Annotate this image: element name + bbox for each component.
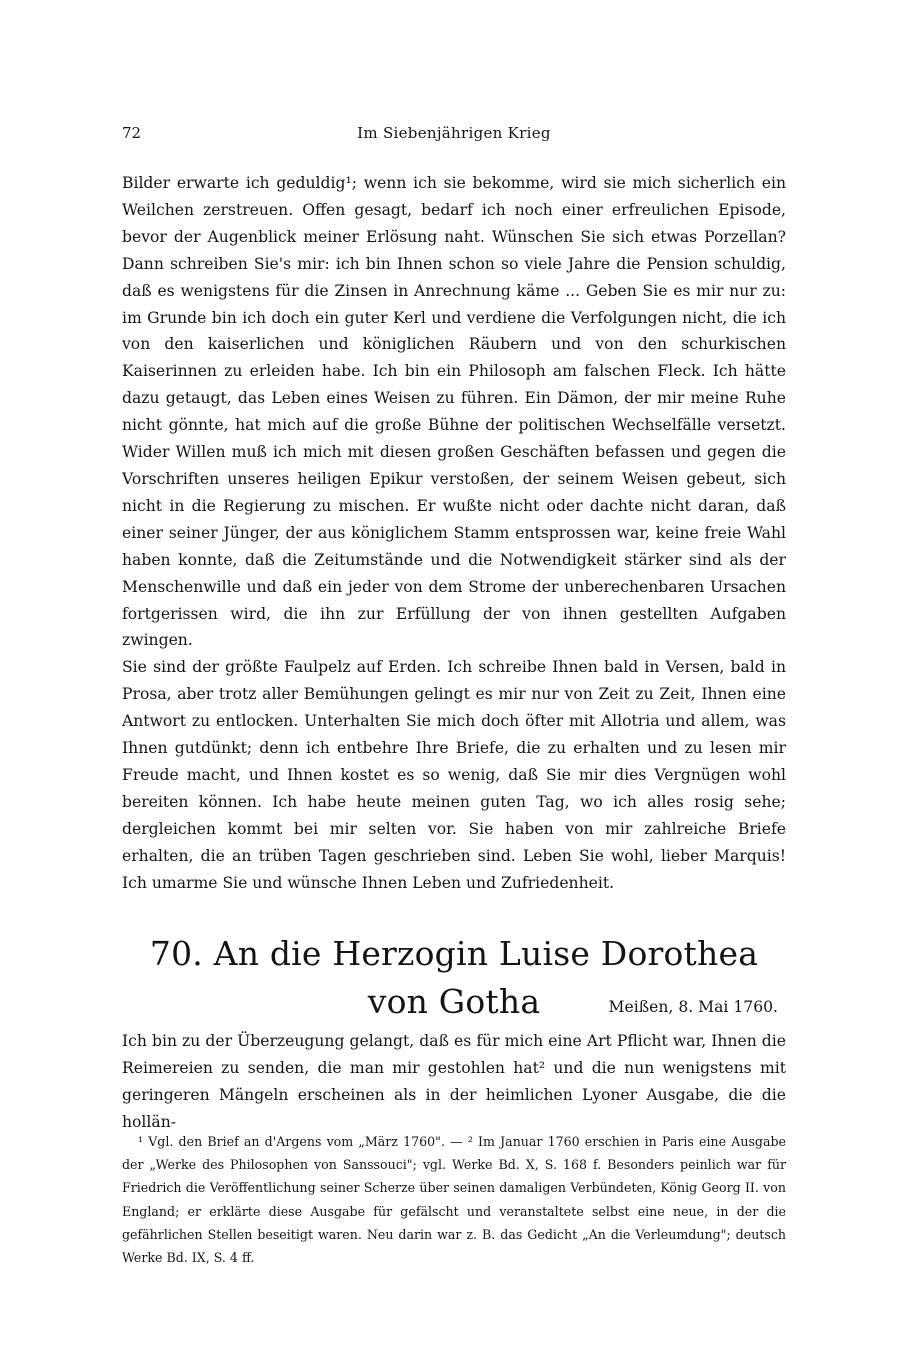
footnotes <box>122 1130 786 1269</box>
letter-heading: 70. An die Herzogin Luise Dorothea von Gotha <box>149 934 759 1021</box>
running-title: Im Siebenjährigen Krieg <box>357 124 551 142</box>
paragraph: Bilder erwarte ich geduldig¹; wenn ich sie bekomme, wird sie mich sicherlich ein Weilchen zerstreuen. Offen gesagt, bedarf ich noch einer erfreulichen Episode, bevor der Augenblick meiner Erlösung naht. Wünschen Sie sich etwas Porzellan? Dann schreiben Sie's mir: ich bin Ihnen schon so viele Jahre die Pension schuldig, daß es wenigstens für die Zinsen in Anrechnung käme ... Geben Sie es mir nur zu: im Grunde bin ich doch ein guter Kerl und verdiene die Verfolgungen nicht, die ich von den kaiserlichen und königlichen Räubern und von den schurkischen Kaiserinnen zu erleiden habe. Ich bin ein Philosoph am falschen Fleck. Ich hätte dazu getaugt, das Leben eines Weisen zu führen. Ein Dämon, der mir meine Ruhe nicht gönnte, hat mich auf die große Bühne der politischen Wechselfälle versetzt. Wider Willen muß ich mich mit diesen großen Geschäften befassen und gegen die Vorschriften unseres heiligen Epikur verstoßen, der seinem Weisen gebeut, sich nicht in die Regierung zu mischen. Er wußte nicht oder dachte nicht daran, daß einer seiner Jünger, der aus königlichem Stamm entsprossen war, keine freie Wahl haben konnte, daß die Zeitumstände und die Notwendigkeit stärker sind als der Menschenwille und daß ein jeder von dem Strome der unberechenbaren Ursachen fortgerissen wird, die ihn zur Erfüllung der von ihnen gestellten Aufgaben zwingen. <box>122 174 786 650</box>
paragraph: Ich bin zu der Überzeugung gelangt, daß es für mich eine Art Pflicht war, Ihnen die Reimereien zu senden, die man mir gestohlen hat² und die nun wenigstens mit geringeren Mängeln erscheinen als in der heimlichen Lyoner Ausgabe, die die hollän- <box>122 1032 786 1131</box>
dateline: Meißen, 8. Mai 1760. <box>608 998 778 1016</box>
paragraph: Sie sind der größte Faulpelz auf Erden. Ich schreibe Ihnen bald in Versen, bald in Prosa, aber trotz aller Bemühungen gelingt es mir nur von Zeit zu Zeit, Ihnen eine Antwort zu entlocken. Unterhalten Sie mich doch öfter mit Allotria und allem, was Ihnen gutdünkt; denn ich entbehre Ihre Briefe, die zu erhalten und zu lesen mir Freude macht, und Ihnen kostet es so wenig, daß Sie mir dies Vergnügen wohl bereiten können. Ich habe heute meinen guten Tag, wo ich alles rosig sehe; dergleichen kommt bei mir selten vor. Sie haben von mir zahlreiche Briefe erhalten, die an trüben Tagen geschrieben sind. Leben Sie wohl, lieber Marquis! Ich umarme Sie und wünsche Ihnen Leben und Zufriedenheit. <box>122 658 786 892</box>
footnote: ¹ Vgl. den Brief an d'Argens vom „März 1760". — ² Im Januar 1760 erschien in Paris eine Ausgabe der „Werke des Philosophen von Sanssouci"; vgl. Werke Bd. X, S. 168 f. Besonders peinlich war für Friedrich die Veröffentlichung seiner Scherze über seinen damaligen Verbündeten, König Georg II. von England; er erklärte diese Ausgabe für gefälscht und veranstaltete selbst eine neue, in der die gefährlichen Stellen beseitigt waren. Neu darin war z. B. das Gedicht „An die Verleumdung"; deutsch Werke Bd. IX, S. 4 ff. <box>122 1134 786 1266</box>
body-text <box>122 170 786 896</box>
running-head <box>122 124 786 148</box>
letter-body <box>122 1028 786 1136</box>
page-number: 72 <box>122 124 142 142</box>
